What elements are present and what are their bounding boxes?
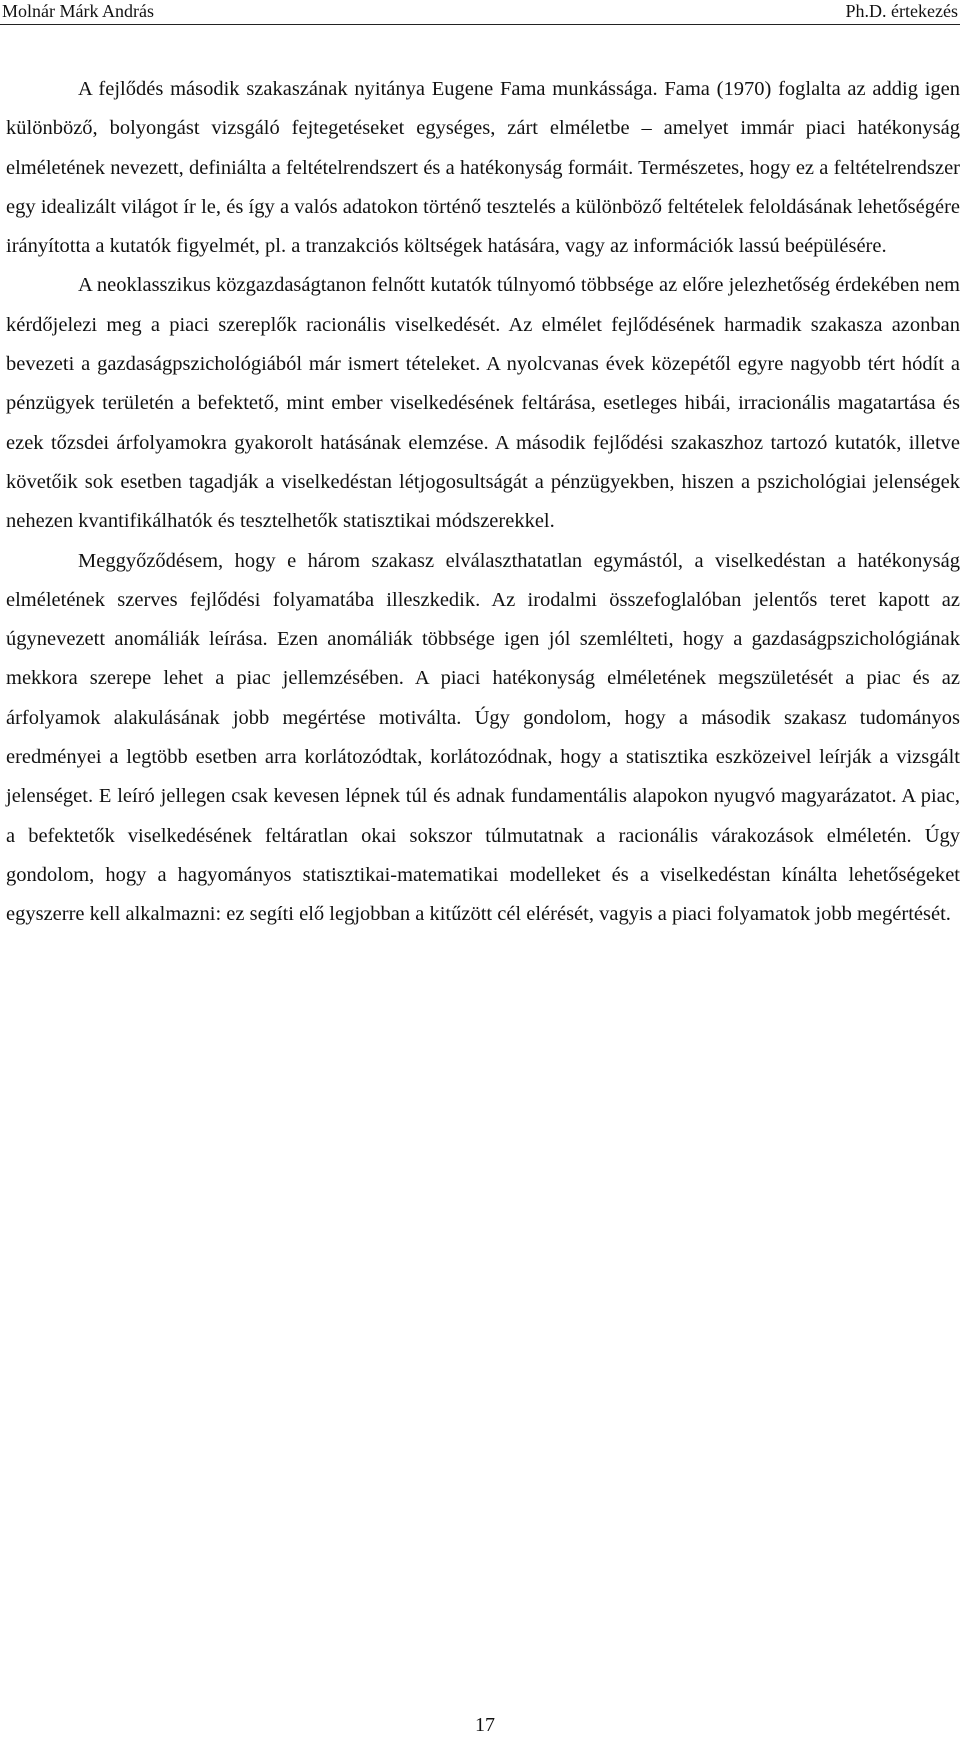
paragraph: A fejlődés második szakaszának nyitánya Eugene Fama munkássága. Fama (1970) foglalta az addig igen különböző, bolyongást vizsgáló fejtegetéseket egységes, zárt elméletbe – amelyet immár piaci hatékonyság elméletének nevezett, definiálta a feltételrendszert és a hatékonyság formáit. Természetes, hogy ez a feltételrendszer egy idealizált világot ír le, és így a valós adatokon történő tesztelés a különböző feltételek feloldásának lehetőségére irányította a kutatók figyelmét, pl. a tranzakciós költségek hatására, vagy az információk lassú beépülésére. <box>6 78 960 258</box>
paragraph: A neoklasszikus közgazdaságtanon felnőtt kutatók túlnyomó többsége az előre jelezhetőség érdekében nem kérdőjelezi meg a piaci szereplők racionális viselkedését. Az elmélet fejlődésének harmadik szakasza azonban bevezeti a gazdaságpszichológiából már ismert tételeket. A nyolcvanas évek közepétől egyre nagyobb tért hódít a pénzügyek területén a befektető, mint ember viselkedésének feltárása, esetleges hibái, irracionális magatartása és ezek tőzsdei árfolyamokra gyakorolt hatásának elemzése. A második fejlődési szakaszhoz tartozó kutatók, illetve követőik sok esetben tagadják a viselkedéstan létjogosultságát a pénzügyekben, hiszen a pszichológiai jelenségek nehezen kvantifikálhatók és tesztelhetők statisztikai módszerekkel. <box>6 274 960 533</box>
body-text <box>6 70 960 935</box>
header-author: Molnár Márk András <box>2 1 154 21</box>
page-header <box>0 0 960 25</box>
page-number: 17 <box>475 1714 495 1736</box>
header-document-type: Ph.D. értekezés <box>845 1 958 21</box>
paragraph: Meggyőződésem, hogy e három szakasz elválaszthatatlan egymástól, a viselkedéstan a hatékonyság elméletének szerves fejlődési folyamatába illeszkedik. Az irodalmi összefoglalóban jelentős teret kapott az úgynevezett anomáliák leírása. Ezen anomáliák többsége igen jól szemlélteti, hogy a gazdaságpszichológiának mekkora szerepe lehet a piac jellemzésében. A piaci hatékonyság elméletének megszületését a piac és az árfolyamok alakulásának jobb megértése motiválta. Úgy gondolom, hogy a második szakasz tudományos eredményei a legtöbb esetben arra korlátozódtak, korlátozódnak, hogy a statisztika eszközeivel leírják a vizsgált jelenséget. E leíró jellegen csak kevesen lépnek túl és adnak fundamentális alapokon nyugvó magyarázatot. A piac, a befektetők viselkedésének feltáratlan okai sokszor túlmutatnak a racionális várakozások elméletén. Úgy gondolom, hogy a hagyományos statisztikai-matematikai modelleket és a viselkedéstan kínálta lehetőségeket egyszerre kell alkalmazni: ez segíti elő legjobban a kitűzött cél elérését, vagyis a piaci folyamatok jobb megértését. <box>6 549 960 926</box>
